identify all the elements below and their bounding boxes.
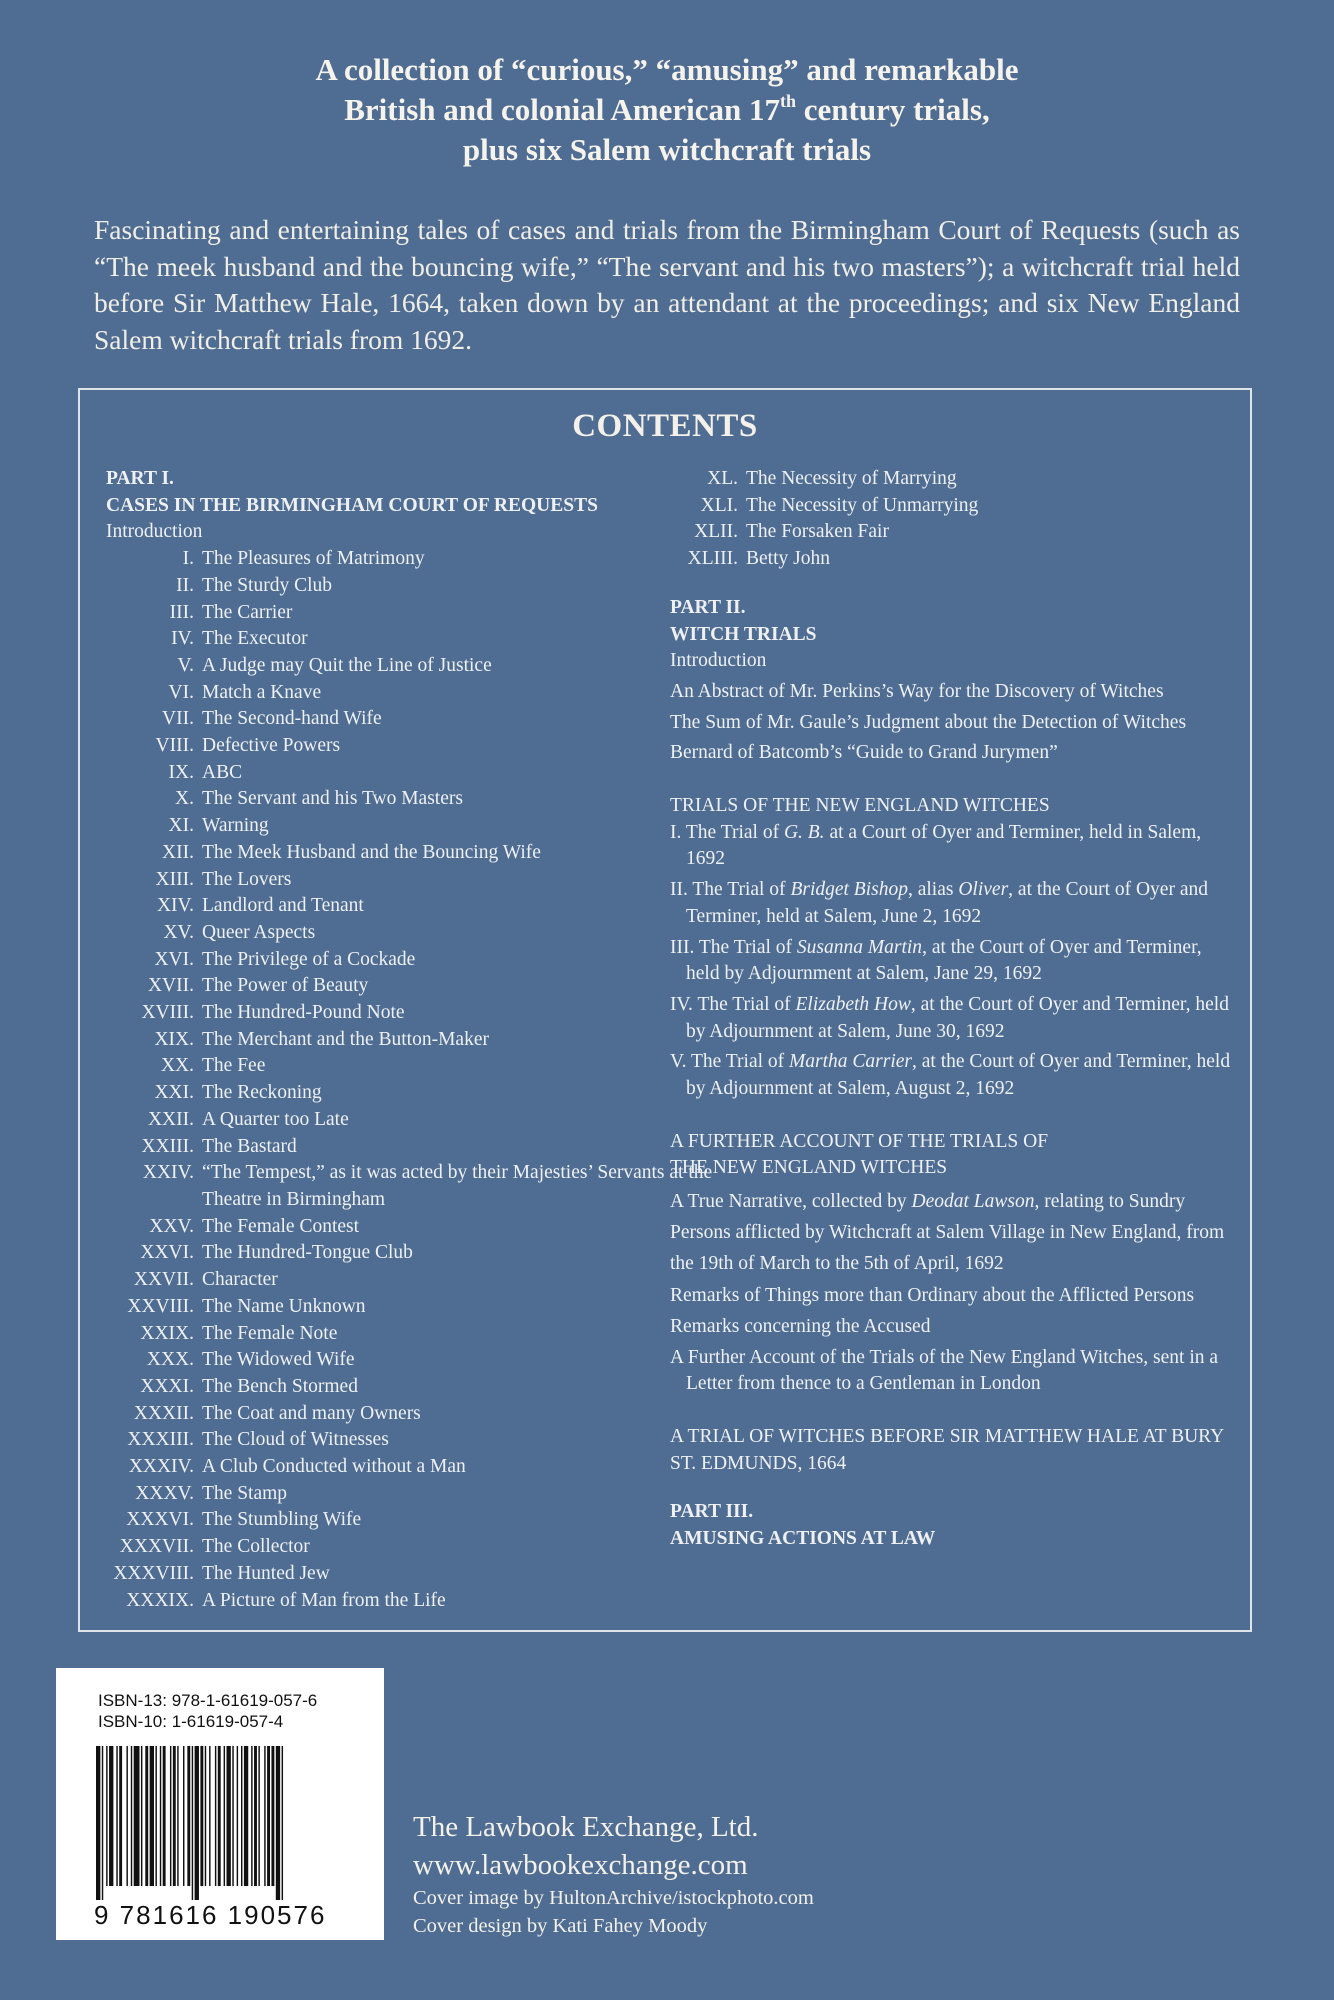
barcode-bar [224,1746,225,1886]
barcode-bar [200,1746,203,1886]
barcode-bar [218,1746,221,1886]
part1-introduction: Introduction [106,521,203,543]
barcode-bar [258,1746,259,1886]
chapter-entry [106,1507,726,1534]
chapter-entry [106,706,726,733]
chapter-number: VIII. [155,735,194,757]
barcode-bar [241,1746,242,1886]
barcode-bar [150,1746,154,1886]
chapter-entry [106,973,726,1000]
chapter-entry [106,1561,726,1588]
part2-item: Bernard of Batcomb’s “Guide to Grand Jurymen” [670,742,1058,764]
chapter-entry [106,600,726,627]
chapter-entry [106,1053,726,1080]
further-account-heading-2: THE NEW ENGLAND WITCHES [670,1157,948,1179]
chapter-title: Queer Aspects [202,921,316,943]
barcode-bar [251,1746,252,1886]
chapter-number: XXIII. [141,1135,194,1157]
chapter-title: ABC [202,761,243,783]
chapter-entry [106,1080,726,1107]
narrative-text-end: , relating to Sundry Persons afflicted by Witchcraft at Salem Village in New England, from the 19th of March to the 5th of April, 1692 [670,1191,1225,1275]
remarks-afflicted-entry: Remarks of Things more than Ordinary about the Afflicted Persons [670,1285,1195,1307]
barcode-bar [109,1746,113,1886]
chapter-title: The Reckoning [202,1082,322,1104]
chapter-number: XI. [168,815,194,837]
trial-text: II. The Trial of [670,879,791,901]
chapter-title: The Female Contest [202,1215,360,1237]
chapter-title: The Name Unknown [202,1295,366,1317]
chapter-entry [106,1160,726,1213]
chapter-title: The Cloud of Witnesses [202,1429,389,1451]
chapter-title: The Bastard [202,1135,297,1157]
chapter-title: Defective Powers [202,735,341,757]
chapter-title: Betty John [746,548,830,570]
cover-image-credit: Cover image by HultonArchive/istockphoto.com [413,1887,814,1909]
headline-line-2-text: British and colonial American 17 [344,92,780,127]
chapter-entry [106,1107,726,1134]
chapter-title: A Quarter too Late [202,1108,349,1130]
chapter-number: XXVIII. [127,1295,194,1317]
chapter-number: V. [177,654,194,676]
barcode-bar [192,1746,193,1900]
part2-subheading: WITCH TRIALS [670,623,817,645]
chapter-number: VI. [168,681,194,703]
barcode-bar [232,1746,233,1886]
barcode-bar [106,1746,107,1886]
narrative-author: Deodat Lawson [911,1191,1035,1213]
chapter-number: IV. [171,628,194,650]
trial-person: Oliver [958,879,1009,901]
headline [0,50,1334,170]
contents-left-column [106,466,726,1614]
chapter-number: XXV. [149,1215,194,1237]
barcode-bar [215,1746,216,1886]
headline-line-2-end: century trials, [796,92,990,127]
barcode-bar [227,1746,231,1886]
barcode-bar [177,1746,178,1886]
chapter-entry [106,1481,726,1508]
description-blurb: Fascinating and entertaining tales of cases and trials from the Birmingham Court of Requests (such as “The meek husband and the bouncing wife,” “The servant and his two masters”); a witchcraft trial held before Sir Matthew Hale, 1664, taken down by an attendant at the proceedings; and six New England Salem witchcraft trials from 1692. [94,214,1240,355]
trial-person: Susanna Martin [796,936,923,958]
chapter-number: II. [176,574,194,596]
chapter-number: XXI. [154,1082,194,1104]
chapter-title: The Hundred-Tongue Club [202,1242,413,1264]
barcode-bar [145,1746,148,1886]
headline-line-3: plus six Salem witchcraft trials [462,132,872,167]
barcode-bar [195,1746,199,1900]
contents-right-column [670,466,1240,1553]
chapter-title: The Fee [202,1055,266,1077]
chapter-title: The Stumbling Wife [202,1509,362,1531]
chapter-entry [106,1454,726,1481]
chapter-number: XX. [160,1055,194,1077]
contents-title: CONTENTS [572,408,758,444]
isbn-10: ISBN-10: 1-61619-057-4 [98,1712,284,1731]
barcode-bar [141,1746,142,1886]
chapter-number: XLII. [694,521,738,543]
chapter-title: The Forsaken Fair [746,521,889,543]
chapter-number: XXX. [146,1349,194,1371]
chapter-number: XXVII. [133,1269,194,1291]
barcode-bar [163,1746,166,1886]
headline-line-2 [0,90,1334,130]
chapter-title: The Sturdy Club [202,574,332,596]
publisher-name: The Lawbook Exchange, Ltd. [413,1811,759,1843]
barcode-bar [160,1746,161,1886]
true-narrative-entry [670,1186,1240,1279]
barcode-bar [205,1746,206,1886]
chapter-number: XXVI. [140,1242,194,1264]
chapter-title: A Picture of Man from the Life [202,1589,446,1611]
chapter-title: The Bench Stormed [202,1375,358,1397]
part1-chapter-list [106,546,726,1614]
chapter-entry [106,626,726,653]
chapter-entry [106,947,726,974]
barcode-bar [119,1746,122,1886]
chapter-number: XLIII. [687,548,738,570]
barcode-bar [254,1746,257,1886]
narrative-text: A True Narrative, collected by [670,1191,912,1213]
chapter-entry [106,1374,726,1401]
chapter-entry [106,1427,726,1454]
chapter-entry [106,813,726,840]
chapter-title: “The Tempest,” as it was acted by their Majesties’ Servants at the Theatre in Birmingham [202,1162,713,1210]
trials-heading: TRIALS OF THE NEW ENGLAND WITCHES [670,795,1050,817]
chapter-entry [106,1000,726,1027]
chapter-number: XXXIX. [126,1589,194,1611]
trial-person: Martha Carrier [789,1051,912,1073]
trial-text: , at the Court of Oyer and Terminer, held by Adjournment at Salem, August 2, 1692 [686,1051,1231,1100]
further-account-heading-1: A FURTHER ACCOUNT OF THE TRIALS OF [670,1130,1049,1152]
chapter-entry [650,493,1240,520]
part3-heading: PART III. [670,1501,754,1523]
chapter-entry [106,573,726,600]
barcode-bar [282,1746,283,1900]
chapter-number: XVII. [147,975,194,997]
chapter-title: The Executor [202,628,308,650]
part2-item: The Sum of Mr. Gaule’s Judgment about the Detection of Witches [670,711,1187,733]
barcode-bar [209,1746,210,1886]
chapter-title: Match a Knave [202,681,322,703]
trial-text: , at the Court of Oyer and Terminer, held by Adjournment at Salem, June 30, 1692 [686,993,1229,1042]
chapter-entry [106,1134,726,1161]
chapter-entry [106,1347,726,1374]
chapter-number: XXXII. [133,1402,194,1424]
chapter-title: The Hundred-Pound Note [202,1002,405,1024]
chapter-number: XL. [707,468,738,489]
barcode-bar [102,1746,103,1900]
trial-text: , at the Court of Oyer and Terminer, held by Adjournment at Salem, Jane 29, 1692 [686,936,1202,985]
chapter-entry [650,546,1240,573]
chapter-title: The Coat and many Owners [202,1402,421,1424]
chapter-entry [106,893,726,920]
chapter-number: XXXI. [140,1375,194,1397]
publisher-url[interactable]: www.lawbookexchange.com [413,1849,748,1881]
chapter-entry [650,466,1240,493]
chapter-number: XII. [162,841,194,863]
chapter-number: XXXVI. [126,1509,194,1531]
trial-text: I. The Trial of [670,821,784,843]
chapter-number: XXXVIII. [113,1562,194,1584]
chapter-title: The Necessity of Unmarrying [746,494,979,516]
chapter-number: IX. [168,761,194,783]
chapter-entry [106,1294,726,1321]
chapter-title: The Merchant and the Button-Maker [202,1028,489,1050]
chapter-number: VII. [162,708,194,730]
barcode-bar [155,1746,156,1886]
chapter-entry [106,680,726,707]
barcode-bar [276,1746,280,1900]
chapter-title: The Meek Husband and the Bouncing Wife [202,841,541,863]
chapter-entry [106,786,726,813]
chapter-entry [106,1534,726,1561]
trial-text: , at the Court of Oyer and Terminer, held at Salem, June 2, 1692 [686,879,1208,927]
chapter-title: The Carrier [202,601,293,623]
trial-person: G. B. [783,821,825,843]
chapter-number: XXIX. [140,1322,194,1344]
chapter-title: The Second-hand Wife [202,708,382,730]
barcode-icon [96,1746,346,1900]
headline-line-1: A collection of “curious,” “amusing” and remarkable [315,52,1019,87]
chapter-title: The Pleasures of Matrimony [202,548,425,570]
trials-list [670,820,1240,1103]
remarks-accused-entry: Remarks concerning the Accused [670,1315,931,1337]
chapter-title: The Hunted Jew [202,1562,330,1584]
barcode-bar [170,1746,171,1886]
chapter-entry [106,840,726,867]
barcode-bar [96,1746,100,1900]
chapter-entry [106,733,726,760]
chapter-number: XLI. [700,494,738,516]
chapter-title: The Widowed Wife [202,1349,355,1371]
chapter-number: XXXVII. [119,1536,194,1558]
chapter-title: The Necessity of Marrying [746,468,957,489]
chapter-entry [106,1240,726,1267]
part2-item: An Abstract of Mr. Perkins’s Way for the Discovery of Witches [670,680,1164,702]
trial-entry [670,820,1240,873]
part3-subheading: AMUSING ACTIONS AT LAW [670,1528,936,1550]
chapter-title: Warning [202,815,269,837]
barcode-bar [264,1746,265,1886]
chapter-entry [106,653,726,680]
trial-entry [670,992,1240,1045]
trial-text: IV. The Trial of [670,993,796,1015]
chapter-number: XXXIII. [127,1429,194,1451]
chapter-number: III. [169,601,194,623]
chapter-number: XVI. [154,948,194,970]
trial-text: at a Court of Oyer and Terminer, held in Salem, 1692 [686,821,1202,870]
chapter-title: The Power of Beauty [202,975,369,997]
part2-heading: PART II. [670,596,746,618]
further-letter-entry: A Further Account of the Trials of the New England Witches, sent in a Letter from thence to a Gentleman in London [670,1346,1219,1395]
chapter-entry [106,1401,726,1428]
isbn-barcode-panel [56,1668,384,1940]
isbn-13: ISBN-13: 978-1-61619-057-6 [98,1691,318,1710]
chapter-title: The Female Note [202,1322,338,1344]
chapter-entry [106,546,726,573]
chapter-entry [106,760,726,787]
chapter-number: XXXV. [135,1482,194,1504]
barcode-bar [267,1746,270,1886]
chapter-number: XVIII. [141,1002,194,1024]
chapter-entry [650,519,1240,546]
contents-box [78,388,1252,1632]
chapter-title: The Servant and his Two Masters [202,788,463,810]
trial-text: V. The Trial of [670,1051,790,1073]
trial-person: Elizabeth How [795,993,911,1015]
barcode-bar [244,1746,248,1886]
barcode-bar [237,1746,238,1886]
chapter-entry [106,1214,726,1241]
trial-entry [670,877,1240,930]
chapter-title: The Lovers [202,868,292,890]
isbn-text [98,1690,317,1732]
part2-introduction: Introduction [670,650,767,672]
part1-subheading: CASES IN THE BIRMINGHAM COURT OF REQUESTS [106,494,598,516]
chapter-number: X. [175,788,194,810]
trial-text: , alias [907,879,959,901]
barcode-digits: 9 781616 190576 [94,1900,327,1930]
hale-trial-heading: A TRIAL OF WITCHES BEFORE SIR MATTHEW HALE AT BURY ST. EDMUNDS, 1664 [670,1425,1224,1474]
publisher-info [413,1808,814,1940]
trial-entry [670,935,1240,988]
barcode-bar [126,1746,127,1886]
chapter-title: A Club Conducted without a Man [202,1456,466,1478]
barcode-bar [173,1746,176,1886]
chapter-title: Character [202,1269,278,1291]
barcode-bar [116,1746,117,1886]
chapter-number: I. [182,548,194,570]
trial-text: III. The Trial of [670,936,797,958]
headline-superscript: th [780,91,797,111]
chapter-entry [106,1267,726,1294]
trial-person: Bridget Bishop [790,879,908,901]
chapter-number: XXXIV. [128,1456,194,1478]
barcode-bar [134,1746,140,1886]
chapter-entry [106,1321,726,1348]
chapter-entry [106,1588,726,1615]
chapter-number: XIII. [155,868,194,890]
chapter-title: The Privilege of a Cockade [202,948,416,970]
chapter-number: XIX. [154,1028,194,1050]
chapter-title: Landlord and Tenant [202,895,364,917]
chapter-entry [106,920,726,947]
barcode-bar [131,1746,132,1886]
chapter-entry [106,1027,726,1054]
chapter-title: The Collector [202,1536,310,1558]
chapter-number: XV. [163,921,194,943]
chapter-number: XXIV. [142,1162,194,1184]
barcode-bar [187,1746,190,1886]
barcode-bar [271,1746,274,1886]
part1-heading: PART I. [106,468,174,489]
cover-design-credit: Cover design by Kati Fahey Moody [413,1915,708,1937]
chapter-number: XXII. [147,1108,194,1130]
part1-chapter-list-continued [650,466,1240,573]
trial-entry [670,1049,1240,1102]
barcode-bar [183,1746,184,1886]
chapter-title: The Stamp [202,1482,288,1504]
chapter-entry [106,867,726,894]
chapter-number: XIV. [156,895,194,917]
chapter-title: A Judge may Quit the Line of Justice [202,654,492,676]
